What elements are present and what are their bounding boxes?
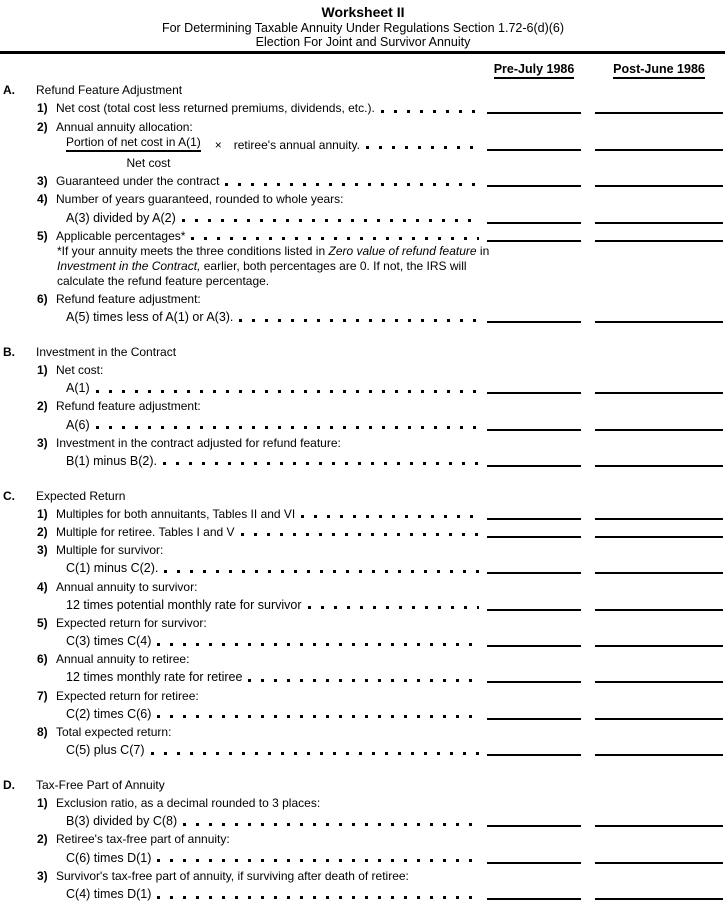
entry-line-post-june	[595, 645, 723, 647]
worksheet-row	[3, 98, 723, 116]
worksheet-row	[3, 685, 723, 703]
page-subtitle-regulations: For Determining Taxable Annuity Under Regulations Section 1.72-6(d)(6)	[161, 21, 565, 35]
item-label: Net cost (total cost less returned premiums, dividends, etc.).	[56, 101, 375, 116]
page-title: Worksheet II	[321, 4, 405, 20]
dot-leader	[301, 515, 479, 518]
entry-line-post-june	[595, 321, 723, 323]
dot-leader	[163, 462, 479, 465]
sub-item-label: A(1)	[66, 381, 90, 396]
page-subtitle-election: Election For Joint and Survivor Annuity	[255, 35, 471, 49]
entry-line-post-june	[595, 518, 723, 520]
dot-leader	[241, 533, 479, 536]
section-header-C	[3, 485, 723, 503]
item-label: Annual annuity to retiree:	[56, 652, 190, 667]
worksheet-row	[3, 793, 723, 811]
item-label: Expected return for survivor:	[56, 615, 207, 630]
sub-item-label: C(1) minus C(2).	[66, 561, 159, 576]
worksheet-row	[3, 540, 723, 558]
worksheet-row	[3, 378, 723, 396]
entry-line-post-june	[595, 825, 723, 827]
worksheet-row	[3, 135, 723, 153]
section-C	[3, 485, 723, 758]
worksheet-row	[3, 558, 723, 576]
column-header-post-june-label: Post-June 1986	[613, 62, 705, 79]
item-label: Multiples for both annuitants, Tables II and VI	[56, 506, 296, 521]
worksheet-row	[3, 847, 723, 865]
entry-line-post-june	[595, 862, 723, 864]
section-letter: D.	[3, 777, 15, 792]
item-label: Multiple for retiree. Tables I and V	[56, 524, 235, 539]
footnote-segment: *If your annuity meets the three conditions listed in	[57, 243, 329, 258]
worksheet-row	[3, 274, 723, 289]
worksheet-row	[3, 396, 723, 414]
item-label: Applicable percentages*	[56, 228, 186, 243]
worksheet-row	[3, 189, 723, 207]
section-letter: B.	[3, 344, 15, 359]
item-number: 3)	[37, 435, 48, 450]
worksheet-body	[3, 80, 723, 902]
item-label: Refund feature adjustment:	[56, 291, 201, 306]
item-number: 1)	[37, 101, 48, 116]
entry-line-post-june	[595, 536, 723, 538]
entry-line-pre-july	[487, 321, 581, 323]
item-label: Total expected return:	[56, 725, 172, 739]
sub-item-label: 12 times monthly rate for retiree	[66, 670, 243, 685]
entry-line-pre-july	[487, 465, 581, 467]
sub-item-label: C(5) plus C(7)	[66, 743, 145, 758]
dot-leader	[157, 896, 479, 899]
worksheet-row	[3, 116, 723, 134]
entry-line-post-june	[595, 898, 723, 900]
worksheet-row	[3, 740, 723, 758]
item-number: 5)	[37, 228, 48, 243]
entry-line-pre-july	[487, 681, 581, 683]
multiply-sign: ×	[214, 137, 222, 152]
entry-line-pre-july	[487, 429, 581, 431]
sub-item-label: B(1) minus B(2).	[66, 453, 157, 468]
worksheet-row	[3, 451, 723, 469]
worksheet-row	[3, 595, 723, 613]
entry-line-pre-july	[487, 754, 581, 756]
dot-leader	[157, 859, 479, 862]
entry-line-post-june	[595, 112, 723, 114]
dot-leader	[366, 146, 479, 149]
worksheet-row	[3, 504, 723, 522]
entry-line-pre-july	[487, 645, 581, 647]
section-header-B	[3, 342, 723, 360]
dot-leader	[164, 570, 479, 573]
item-number: 2)	[37, 119, 48, 134]
footnote-segment: Zero value of refund feature	[328, 243, 477, 258]
worksheet-row	[3, 522, 723, 540]
worksheet-row	[3, 576, 723, 594]
worksheet-row	[3, 884, 723, 902]
dot-leader	[157, 643, 479, 646]
item-label: Expected return for retiree:	[56, 688, 199, 703]
entry-line-post-june	[595, 185, 723, 187]
entry-line-post-june	[595, 240, 723, 242]
worksheet-row	[3, 667, 723, 685]
sub-item-label: C(3) times C(4)	[66, 634, 152, 649]
item-label: Refund feature adjustment:	[56, 399, 201, 414]
section-D	[3, 775, 723, 902]
formula-label: retiree's annual annuity.	[233, 137, 360, 152]
entry-line-pre-july	[487, 240, 581, 242]
item-number: 8)	[37, 725, 48, 739]
entry-line-pre-july	[487, 572, 581, 574]
item-label: Annual annuity allocation:	[56, 119, 193, 134]
entry-line-post-june	[595, 465, 723, 467]
entry-line-post-june	[595, 572, 723, 574]
item-number: 5)	[37, 615, 48, 630]
entry-line-post-june	[595, 754, 723, 756]
item-label: Retiree's tax-free part of annuity:	[56, 832, 230, 847]
section-letter: C.	[3, 488, 15, 503]
dot-leader	[308, 606, 479, 609]
section-header-D	[3, 775, 723, 793]
dot-leader	[225, 183, 479, 186]
worksheet-row	[3, 829, 723, 847]
section-A	[3, 80, 723, 325]
dot-leader	[381, 110, 479, 113]
section-title: Investment in the Contract	[36, 344, 177, 359]
item-number: 4)	[37, 579, 48, 594]
footnote-line	[57, 259, 467, 274]
item-number: 7)	[37, 688, 48, 703]
entry-line-post-june	[595, 681, 723, 683]
worksheet-row	[3, 631, 723, 649]
item-number: 3)	[37, 543, 48, 558]
footnote-segment: earlier, both percentages are 0. If not, the IRS will	[200, 258, 467, 273]
item-label: Survivor's tax-free part of annuity, if surviving after death of retiree:	[56, 868, 409, 883]
item-number: 4)	[37, 192, 48, 207]
worksheet-row	[3, 207, 723, 225]
section-letter: A.	[3, 83, 15, 98]
worksheet-row	[3, 613, 723, 631]
entry-line-post-june	[595, 392, 723, 394]
entry-line-pre-july	[487, 222, 581, 224]
entry-line-post-june	[595, 609, 723, 611]
column-header-pre-july-label: Pre-July 1986	[494, 62, 575, 79]
item-number: 1)	[37, 362, 48, 377]
section-title: Tax-Free Part of Annuity	[36, 777, 165, 792]
entry-line-pre-july	[487, 536, 581, 538]
divider-rule	[0, 51, 725, 54]
dot-leader	[248, 679, 479, 682]
item-label: Exclusion ratio, as a decimal rounded to 3 places:	[56, 796, 321, 811]
sub-item-label: C(6) times D(1)	[66, 850, 152, 865]
worksheet-row	[3, 414, 723, 432]
worksheet-row	[3, 704, 723, 722]
worksheet-row	[3, 866, 723, 884]
dot-leader	[239, 319, 479, 322]
sub-item-label: B(3) divided by C(8)	[66, 814, 178, 829]
section-title: Expected Return	[36, 488, 126, 503]
dot-leader	[96, 390, 479, 393]
worksheet-row	[3, 307, 723, 325]
worksheet-row	[3, 226, 723, 244]
worksheet-row	[3, 649, 723, 667]
sub-item-label: A(5) times less of A(1) or A(3).	[66, 310, 234, 325]
sub-item-label: A(3) divided by A(2)	[66, 210, 176, 225]
entry-line-post-june	[595, 429, 723, 431]
item-number: 1)	[37, 506, 48, 521]
worksheet-row	[3, 244, 723, 259]
entry-line-pre-july	[487, 392, 581, 394]
worksheet-row	[3, 171, 723, 189]
item-number: 2)	[37, 832, 48, 847]
entry-line-pre-july	[487, 185, 581, 187]
item-label: Multiple for survivor:	[56, 543, 164, 558]
column-header-pre-july	[487, 62, 581, 79]
sub-item-label: C(4) times D(1)	[66, 887, 152, 901]
dot-leader	[182, 219, 479, 222]
entry-line-pre-july	[487, 898, 581, 900]
entry-line-post-june	[595, 718, 723, 720]
worksheet-row	[3, 153, 723, 171]
entry-line-pre-july	[487, 862, 581, 864]
item-number: 6)	[37, 291, 48, 306]
section-B	[3, 342, 723, 469]
item-number: 3)	[37, 174, 48, 189]
worksheet-row	[3, 433, 723, 451]
entry-line-post-june	[595, 222, 723, 224]
item-number: 2)	[37, 399, 48, 414]
item-number: 1)	[37, 796, 48, 811]
item-number: 6)	[37, 652, 48, 667]
entry-line-pre-july	[487, 518, 581, 520]
entry-line-pre-july	[487, 112, 581, 114]
section-header-A	[3, 80, 723, 98]
item-number: 2)	[37, 524, 48, 539]
worksheet-row	[3, 289, 723, 307]
column-header-post-june	[595, 62, 723, 79]
sub-item-label: C(2) times C(6)	[66, 706, 152, 721]
dot-leader	[191, 237, 479, 240]
footnote-segment: Investment in the Contract,	[57, 258, 201, 273]
sub-item-label: A(6)	[66, 417, 90, 432]
entry-line-post-june	[595, 149, 723, 151]
item-label: Net cost:	[56, 362, 104, 377]
item-label: Investment in the contract adjusted for refund feature:	[56, 435, 341, 450]
item-label: Annual annuity to survivor:	[56, 579, 198, 594]
dot-leader	[96, 426, 479, 429]
item-number: 3)	[37, 868, 48, 883]
entry-line-pre-july	[487, 609, 581, 611]
worksheet-row	[3, 259, 723, 274]
footnote-line	[57, 244, 489, 259]
section-title: Refund Feature Adjustment	[36, 83, 183, 98]
entry-line-pre-july	[487, 149, 581, 151]
footnote-line	[57, 274, 269, 289]
sub-item-label: 12 times potential monthly rate for survivor	[66, 597, 302, 612]
dot-leader	[183, 823, 479, 826]
dot-leader	[157, 715, 479, 718]
worksheet-row	[3, 811, 723, 829]
worksheet-row	[3, 360, 723, 378]
column-headers	[3, 63, 723, 79]
formula-denominator: Net cost	[126, 155, 171, 170]
entry-line-pre-july	[487, 718, 581, 720]
dot-leader	[151, 752, 480, 755]
item-label: Number of years guaranteed, rounded to whole years:	[56, 192, 344, 207]
footnote-segment: calculate the refund feature percentage.	[57, 273, 270, 288]
worksheet-row	[3, 722, 723, 740]
formula-numerator: Portion of net cost in A(1)	[66, 135, 201, 152]
item-label: Guaranteed under the contract	[56, 174, 220, 189]
entry-line-pre-july	[487, 825, 581, 827]
footnote-segment: in	[476, 243, 490, 258]
